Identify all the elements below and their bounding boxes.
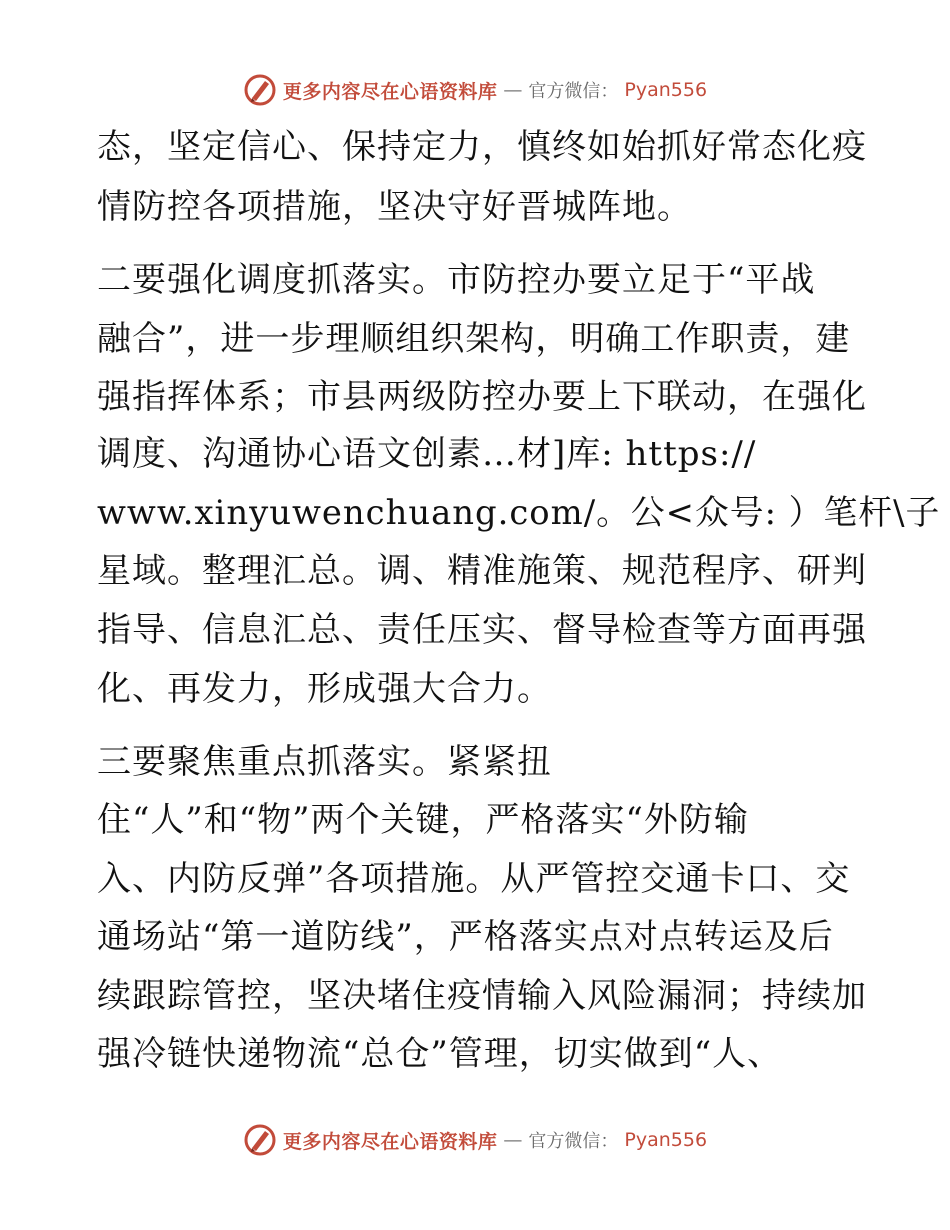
pen-logo-icon xyxy=(243,1123,277,1157)
banner-site-text: 更多内容尽在心语资料库 xyxy=(282,80,498,103)
banner-wechat-id: Pyan556 xyxy=(624,1129,708,1151)
text-line: 化、再发力，形成强大合力。 xyxy=(97,669,552,709)
text-line: 三要聚焦重点抓落实。紧紧扭 xyxy=(97,742,552,782)
text-line: 住“人”和“物”两个关键，严格落实“外防输 xyxy=(97,800,749,840)
banner-dash: — xyxy=(503,1129,523,1151)
text-line: 态，坚定信心、保持定力，慎终如始抓好常态化疫 xyxy=(97,127,867,167)
banner-wechat-label: 官方微信： xyxy=(528,1131,619,1152)
text-line: 强冷链快递物流“总仓”管理，切实做到“人、 xyxy=(97,1034,783,1074)
text-line: 强指挥体系；市县两级防控办要上下联动，在强化 xyxy=(97,377,867,417)
pen-logo-icon xyxy=(243,73,277,107)
text-line: 续跟踪管控，坚决堵住疫情输入风险漏洞；持续加 xyxy=(97,976,867,1016)
banner-dash: — xyxy=(503,79,523,101)
text-line: 星域。整理汇总。调、精准施策、规范程序、研判 xyxy=(97,551,867,591)
banner-wechat-label: 官方微信： xyxy=(528,81,619,102)
text-line: 通场站“第一道防线”，严格落实点对点转运及后 xyxy=(97,917,834,957)
text-line: 融合”，进一步理顺组织架构，明确工作职责，建 xyxy=(97,319,851,359)
footer-banner xyxy=(0,1120,950,1160)
text-line: 调度、沟通协心语文创素…材]库: https:// xyxy=(97,434,757,474)
text-line: 入、内防反弹”各项措施。从严管控交通卡口、交 xyxy=(97,859,851,899)
text-line: 情防控各项措施，坚决守好晋城阵地。 xyxy=(97,187,692,227)
text-line: www.xinyuwenchuang.com/。公<众号: ）笔杆\子 xyxy=(97,493,941,533)
banner-site-text: 更多内容尽在心语资料库 xyxy=(282,1130,498,1153)
banner-wechat-id: Pyan556 xyxy=(624,79,708,101)
header-banner xyxy=(0,70,950,110)
text-line: 指导、信息汇总、责任压实、督导检查等方面再强 xyxy=(97,610,867,650)
text-line: 二要强化调度抓落实。市防控办要立足于“平战 xyxy=(97,260,816,300)
